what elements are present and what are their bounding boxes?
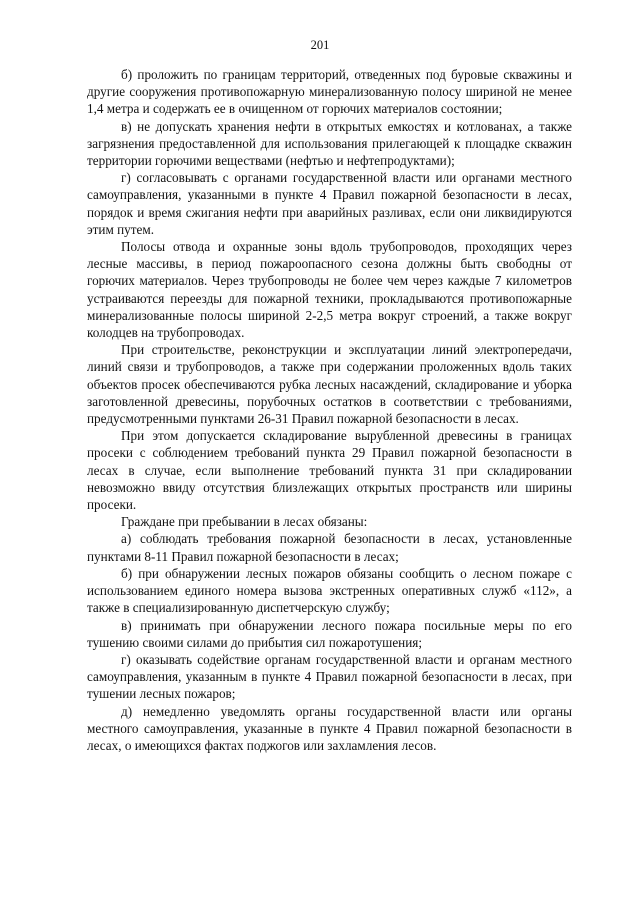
- paragraph-b-report-fire: б) при обнаружении лесных пожаров обязаны сообщить о лесном пожаре с использованием единого номера вызова экстренных оперативных служб «112», а также в специализированную диспетчерскую службу;: [87, 565, 572, 616]
- paragraph-v-oil-storage: в) не допускать хранения нефти в открытых емкостях и котлованах, а также загрязнения предоставленной для использования прилегающей к площадке скважин территории горючими веществами (нефтью и нефтепродуктами);: [87, 118, 572, 169]
- paragraph-g-assist: г) оказывать содействие органам государственной власти и органам местного самоуправления, указанным в пункте 4 Правил пожарной безопасности в лесах, при тушении лесных пожаров;: [87, 651, 572, 702]
- document-body: [87, 66, 572, 754]
- paragraph-citizens-obligations: Граждане при пребывании в лесах обязаны:: [121, 514, 368, 530]
- paragraph-d-notify: д) немедленно уведомлять органы государственной власти или органы местного самоуправления, указанные в пункте 4 Правил пожарной безопасности в лесах, о имеющихся фактах поджогов или захламления лесов.: [87, 703, 572, 753]
- paragraph-a-comply: а) соблюдать требования пожарной безопасности в лесах, установленные пунктами 8-11 Правил пожарной безопасности в лесах;: [87, 531, 572, 564]
- paragraph-b-firebreak: б) проложить по границам территорий, отведенных под буровые скважины и другие сооружения противопожарную минерализованную полосу шириной не менее 1,4 метра и содержать ее в очищенном от горючих материалов состоянии;: [87, 67, 572, 117]
- paragraph-v-extinguish: в) принимать при обнаружении лесного пожара посильные меры по его тушению своими силами до прибытия сил пожаротушения;: [87, 617, 572, 650]
- page-number: 201: [310, 38, 330, 52]
- paragraph-timber-storage: При этом допускается складирование вырубленной древесины в границах просеки с соблюдением требований пункта 29 Правил пожарной безопасности в лесах в случае, если выполнение требований пункта 31 при складировании невозможно ввиду отсутствия близлежащих открытых пространств или ширины просеки.: [87, 428, 572, 513]
- paragraph-g-oil-burning: г) согласовывать с органами государственной власти или органами местного самоуправления, указанными в пункте 4 Правил пожарной безопасности в лесах, порядок и время сжигания нефти при аварийных разливах, если они ликвидируются этим путем.: [87, 170, 572, 237]
- paragraph-pipeline-zones: Полосы отвода и охранные зоны вдоль трубопроводов, проходящих через лесные массивы, в период пожароопасного сезона должны быть свободны от горючих материалов. Через трубопроводы не более чем через каждые 7 километров устраиваются переезды для пожарной техники, прокладываются противопожарные минерализованные полосы шириной 2-2,5 метра вокруг строений, а также вокруг колодцев на трубопроводах.: [87, 239, 572, 341]
- paragraph-power-lines: При строительстве, реконструкции и эксплуатации линий электропередачи, линий связи и трубопроводов, а также при содержании проложенных вдоль таких объектов просек обеспечиваются рубка лесных насаждений, складирование и уборка заготовленной древесины, порубочных остатков в соответствии с требованиями, предусмотренными пунктами 26-31 Правил пожарной безопасности в лесах.: [87, 342, 572, 427]
